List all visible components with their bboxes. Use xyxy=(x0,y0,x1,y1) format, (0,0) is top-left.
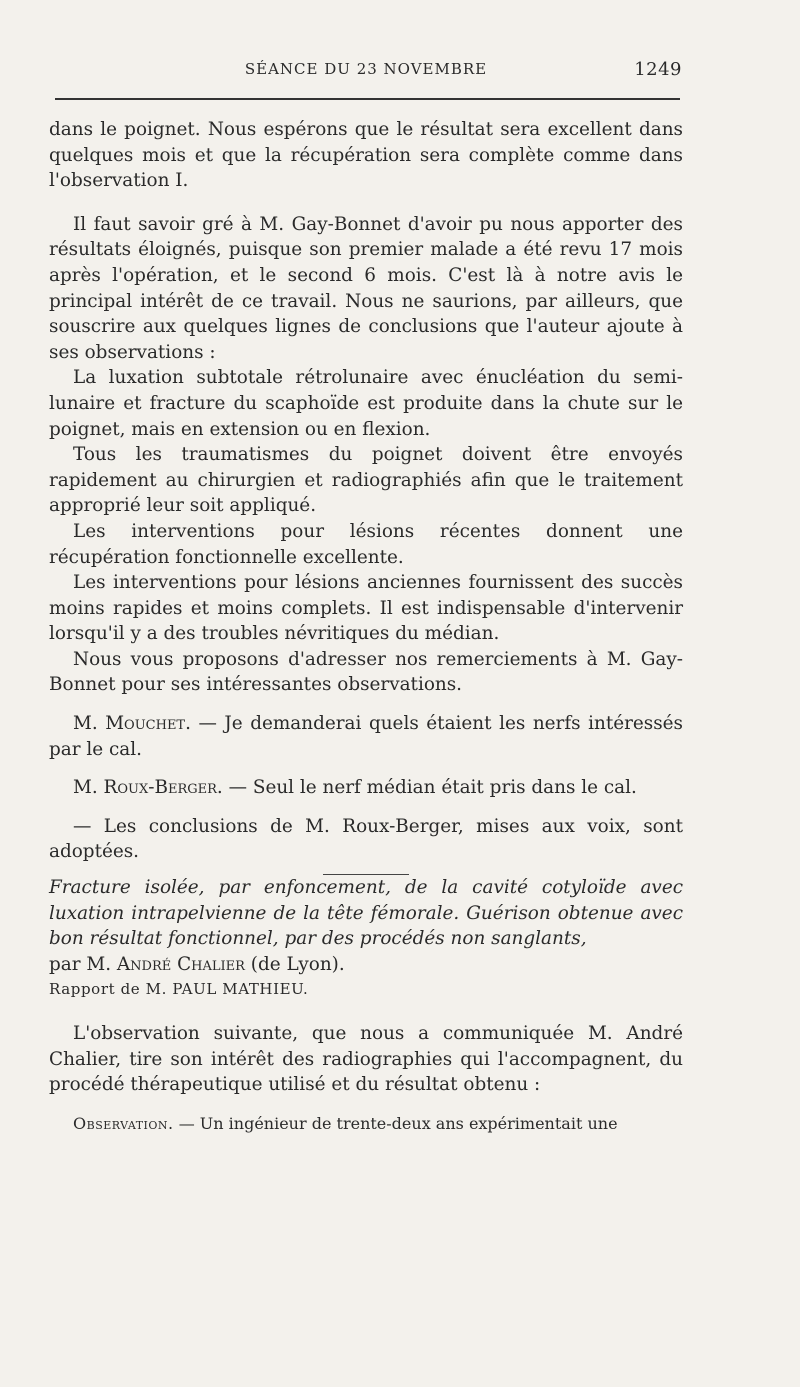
report-line: Rapport de M. PAUL MATHIEU. xyxy=(49,980,309,999)
discussion-mouchet xyxy=(49,711,683,762)
text-body xyxy=(49,117,683,1136)
speaker-text: — Je demanderai quels étaient les nerfs intéressés par le cal. xyxy=(49,713,683,760)
running-header xyxy=(50,60,682,84)
paragraph: Les interventions pour lésions récentes donnent une récupération fonctionnelle excellente. xyxy=(49,520,683,568)
observation-label: Observation. xyxy=(73,1113,174,1133)
article-title: Fracture isolée, par enfoncement, de la cavité cotyloïde avec luxation intrapelvienne de la tête fémorale. Guérison obtenue avec bon résultat fonctionnel, par des procédés non sanglants, xyxy=(49,877,683,950)
speaker-text: — Seul le nerf médian était pris dans le cal. xyxy=(222,777,637,799)
speaker-name: M. Roux-Berger. xyxy=(73,777,223,799)
byline-prefix: par M. xyxy=(49,953,117,975)
byline-suffix: (de Lyon). xyxy=(244,953,345,975)
paragraph: Tous les traumatismes du poignet doivent être envoyés rapidement au chirurgien et radiographiés afin que le traitement approprié leur soit appliqué. xyxy=(49,444,683,517)
paragraph: Il faut savoir gré à M. Gay-Bonnet d'avoir pu nous apporter des résultats éloignés, puisque son premier malade a été revu 17 mois après l'opération, et le second 6 mois. C'est là à notre avis le principal intérêt de ce travail. Nous ne saurions, par ailleurs, que souscrire aux quelques lignes de conclusions que l'auteur ajoute à ses observations : xyxy=(49,213,683,363)
observation-text: — Un ingénieur de trente-deux ans expérimentait une xyxy=(173,1113,618,1133)
speaker-name: M. Mouchet. xyxy=(73,713,191,735)
paragraph: dans le poignet. Nous espérons que le résultat sera excellent dans quelques mois et que la récupération sera complète comme dans l'observation I. xyxy=(49,119,683,192)
header-title: SÉANCE DU 23 NOVEMBRE xyxy=(244,60,488,78)
paragraph: Les interventions pour lésions anciennes fournissent des succès moins rapides et moins complets. Il est indispensable d'intervenir lorsqu'il y a des troubles névritiques du médian. xyxy=(49,572,683,645)
article-byline xyxy=(49,952,683,978)
article-intro: L'observation suivante, que nous a communiquée M. André Chalier, tire son intérêt des radiographies qui l'accompagnent, du procédé thérapeutique utilisé et du résultat obtenu : xyxy=(49,1023,683,1096)
paragraph: Nous vous proposons d'adresser nos remerciements à M. Gay-Bonnet pour ses intéressantes observations. xyxy=(49,648,683,696)
discussion-roux-berger xyxy=(49,775,683,801)
author-name: André Chalier xyxy=(116,953,245,975)
page-number: 1249 xyxy=(634,59,682,80)
observation-start xyxy=(49,1111,683,1137)
discussion-conclusion: — Les conclusions de M. Roux-Berger, mises aux voix, sont adoptées. xyxy=(49,815,683,863)
header-rule xyxy=(55,98,680,100)
paragraph: La luxation subtotale rétrolunaire avec énucléation du semi-lunaire et fracture du scaphoïde est produite dans la chute sur le poignet, mais en extension ou en flexion. xyxy=(49,367,683,440)
